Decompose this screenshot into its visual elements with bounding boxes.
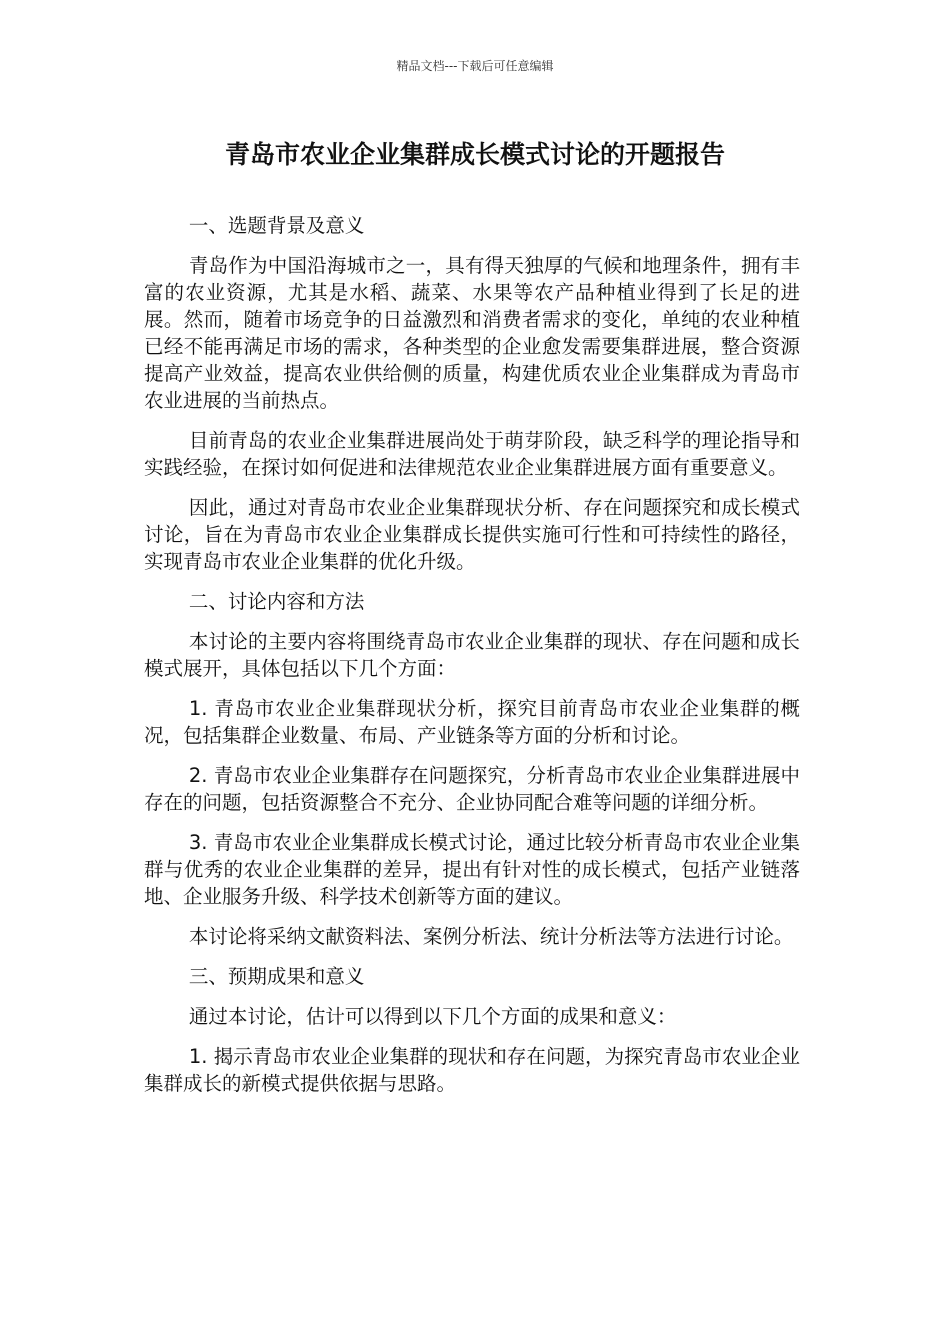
body-paragraph: 因此，通过对青岛市农业企业集群现状分析、存在问题探究和成长模式讨论，旨在为青岛市农业企业集群成长提供实施可行性和可持续性的路径，实现青岛市农业企业集群的优化升级。: [144, 496, 800, 573]
section-heading-expected-results: 三、预期成果和意义: [188, 965, 365, 988]
list-item: 3. 青岛市农业企业集群成长模式讨论，通过比较分析青岛市农业企业集群与优秀的农业企业集群的差异，提出有针对性的成长模式，包括产业链落地、企业服务升级、科学技术创新等方面的建议。: [144, 831, 800, 908]
document-body: [144, 212, 800, 1110]
body-paragraph: 本讨论的主要内容将围绕青岛市农业企业集群的现状、存在问题和成长模式展开，具体包括以下几个方面：: [144, 630, 800, 680]
body-paragraph: 本讨论将采纳文献资料法、案例分析法、统计分析法等方法进行讨论。: [188, 925, 794, 948]
document-title: 青岛市农业企业集群成长模式讨论的开题报告: [224, 140, 725, 169]
body-paragraph: 目前青岛的农业企业集群进展尚处于萌芽阶段，缺乏科学的理论指导和实践经验，在探讨如何促进和法律规范农业企业集群进展方面有重要意义。: [144, 429, 800, 479]
list-item: 2. 青岛市农业企业集群存在问题探究，分析青岛市农业企业集群进展中存在的问题，包括资源整合不充分、企业协同配合难等问题的详细分析。: [144, 764, 800, 814]
body-paragraph: 青岛作为中国沿海城市之一，具有得天独厚的气候和地理条件，拥有丰富的农业资源，尤其是水稻、蔬菜、水果等农产品种植业得到了长足的进展。然而，随着市场竞争的日益激烈和消费者需求的变化，单纯的农业种植已经不能再满足市场的需求，各种类型的企业愈发需要集群进展，整合资源提高产业效益，提高农业供给侧的质量，构建优质农业企业集群成为青岛市农业进展的当前热点。: [144, 254, 800, 412]
list-item: 1. 揭示青岛市农业企业集群的现状和存在问题，为探究青岛市农业企业集群成长的新模式提供依据与思路。: [144, 1045, 800, 1095]
section-heading-background: 一、选题背景及意义: [188, 214, 365, 237]
body-paragraph: 通过本讨论，估计可以得到以下几个方面的成果和意义：: [188, 1005, 677, 1028]
list-item: 1. 青岛市农业企业集群现状分析，探究目前青岛市农业企业集群的概况，包括集群企业数量、布局、产业链条等方面的分析和讨论。: [144, 697, 800, 747]
section-heading-content-method: 二、讨论内容和方法: [188, 590, 365, 613]
header-watermark: 精品文档---下载后可任意编辑: [396, 59, 554, 73]
